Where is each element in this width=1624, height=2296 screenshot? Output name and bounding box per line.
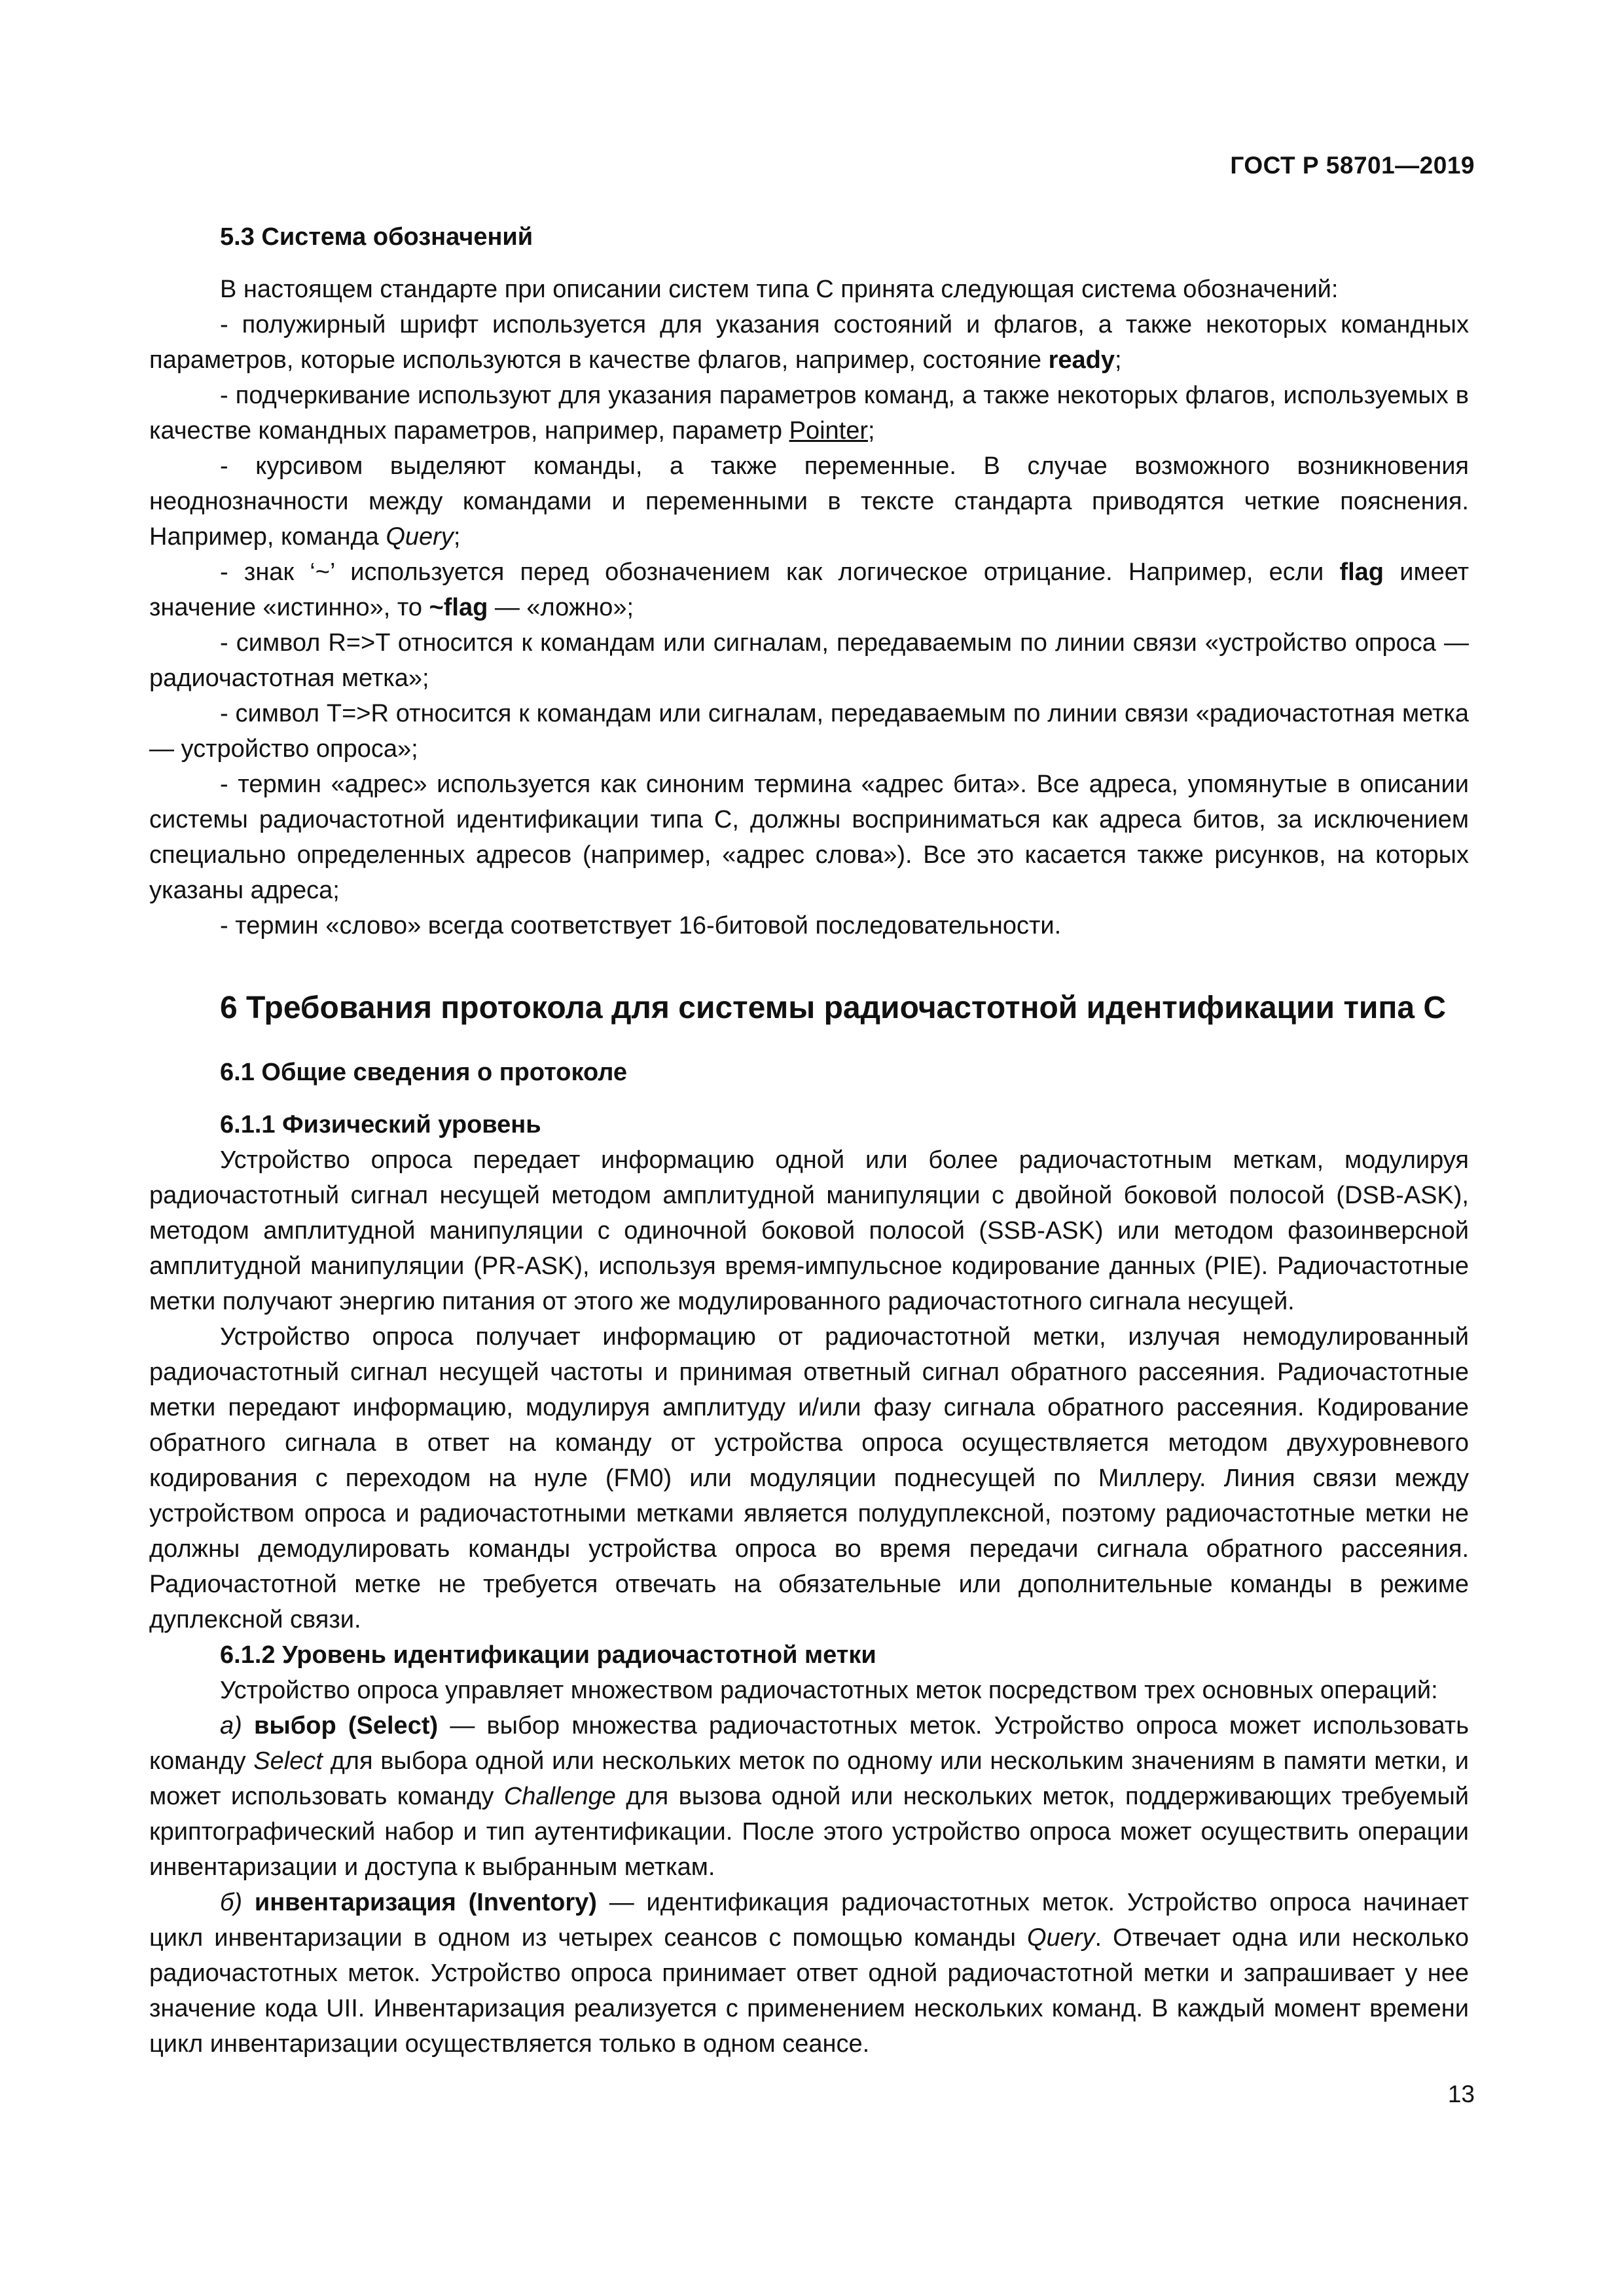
command-query: Query: [1027, 1924, 1095, 1952]
term-select: выбор (Select): [253, 1712, 439, 1740]
operation-inventory: б) инвентаризация (Inventory) — идентификация радиочастотных меток. Устройство опроса начинает цикл инвентаризации в одном из четырех сеансов с помощью команды Query. Отвечает одна или несколько радиочастотных меток. Устройство опроса принимает ответ одной радиочастотной метки и запрашивает у нее значение кода UII. Инвентаризация реализуется с применением нескольких команд. В каждый момент времени цикл инвентаризации осуществляется только в одном сеансе.: [149, 1889, 1470, 2058]
notation-item-word: - термин «слово» всегда соответствует 16-битовой последовательности.: [220, 912, 1062, 939]
page-number: 13: [1447, 2081, 1475, 2107]
operation-select: а) выбор (Select) — выбор множества радиочастотных меток. Устройство опроса может использовать команду Select для выбора одной или нескольких меток по одному или нескольким значениям в памяти метки, и может использовать команду Challenge для вызова одной или нескольких меток, поддерживающих требуемый криптографический набор и тип аутентификации. После этого устройство опроса может осуществить операции инвентаризации и доступа к выбранным меткам.: [149, 1712, 1469, 1881]
section-6-1-2-heading: 6.1.2 Уровень идентификации радиочастотной метки: [220, 1641, 876, 1669]
section-6-1-heading: 6.1 Общие сведения о протоколе: [220, 1059, 628, 1086]
term-inventory: инвентаризация (Inventory): [254, 1889, 597, 1916]
list-marker-b: б): [220, 1889, 243, 1916]
tag-identification-intro: Устройство опроса управляет множеством радиочастотных меток посредством трех основных операций:: [220, 1677, 1438, 1704]
command-select: Select: [253, 1747, 323, 1775]
notation-item-bold: - полужирный шрифт используется для указания состояний и флагов, а также некоторых командных параметров, которые используются в качестве флагов, например, состояние ready;: [149, 311, 1469, 374]
notation-item-address: - термин «адрес» используется как синоним термина «адрес бита». Все адреса, упомянутые в описании системы радиочастотной идентификации типа С, должны восприниматься как адреса битов, за исключением специально определенных адресов (например, «адрес слова»). Все это касается также рисунков, на которых указаны адреса;: [149, 771, 1469, 904]
notation-item-t-to-r: - символ T=>R относится к командам или сигналам, передаваемым по линии связи «радиочастотная метка — устройство опроса»;: [149, 700, 1469, 763]
notation-item-underline: - подчеркивание используют для указания параметров команд, а также некоторых флагов, используемых в качестве командных параметров, например, параметр Pointer;: [149, 382, 1469, 445]
document-designation: ГОСТ Р 58701—2019: [1230, 152, 1475, 179]
section-5-3-heading: 5.3 Система обозначений: [220, 223, 533, 251]
italic-term-query: Query: [386, 523, 454, 551]
list-marker-a: а): [220, 1712, 242, 1740]
page-body: [149, 219, 1469, 2062]
bold-term-flag: flag: [1339, 558, 1384, 586]
command-challenge: Challenge: [503, 1783, 616, 1810]
bold-term-ready: ready: [1048, 346, 1115, 374]
underlined-term-pointer: Pointer: [789, 417, 868, 445]
bold-term-not-flag: ~flag: [429, 594, 488, 621]
physical-layer-paragraph-1: Устройство опроса передает информацию одной или более радиочастотным меткам, модулируя радиочастотный сигнал несущей методом амплитудной манипуляции с двойной боковой полосой (DSB-ASK), методом амплитудной манипуляции с одиночной боковой полосой (SSB-ASK) или методом фазоинверсной амплитудной манипуляции (PR-ASK), используя время-импульсное кодирование данных (PIE). Радиочастотные метки получают энергию питания от этого же модулированного радиочастотного сигнала несущей.: [149, 1146, 1469, 1315]
section-6-heading: 6 Требования протокола для системы радиочастотной идентификации типа С: [220, 991, 1447, 1025]
notation-item-italic: - курсивом выделяют команды, а также переменные. В случае возможного возникновения неоднозначности между командами и переменными в тексте стандарта приводятся четкие пояснения. Например, команда Query;: [149, 452, 1469, 551]
physical-layer-paragraph-2: Устройство опроса получает информацию от радиочастотной метки, излучая немодулированный радиочастотный сигнал несущей частоты и принимая ответный сигнал обратного рассеяния. Радиочастотные метки передают информацию, модулируя амплитуду и/или фазу сигнала обратного рассеяния. Кодирование обратного сигнала в ответ на команду от устройства опроса осуществляется методом двухуровневого кодирования с переходом на нуле (FM0) или модуляции поднесущей по Миллеру. Линия связи между устройством опроса и радиочастотными метками является полудуплексной, поэтому радиочастотные метки не должны демодулировать команды устройства опроса во время передачи сигнала обратного рассеяния. Радиочастотной метке не требуется отвечать на обязательные или дополнительные команды в режиме дуплексной связи.: [149, 1323, 1469, 1633]
section-5-3-intro: В настоящем стандарте при описании систем типа С принята следующая система обозначений:: [220, 276, 1339, 303]
section-6-1-1-heading: 6.1.1 Физический уровень: [220, 1111, 541, 1139]
notation-item-r-to-t: - символ R=>T относится к командам или сигналам, передаваемым по линии связи «устройство опроса — радиочастотная метка»;: [149, 629, 1469, 692]
notation-item-negation: - знак ‘~’ используется перед обозначением как логическое отрицание. Например, если flag имеет значение «истинно», то ~flag — «ложно»;: [149, 558, 1470, 621]
